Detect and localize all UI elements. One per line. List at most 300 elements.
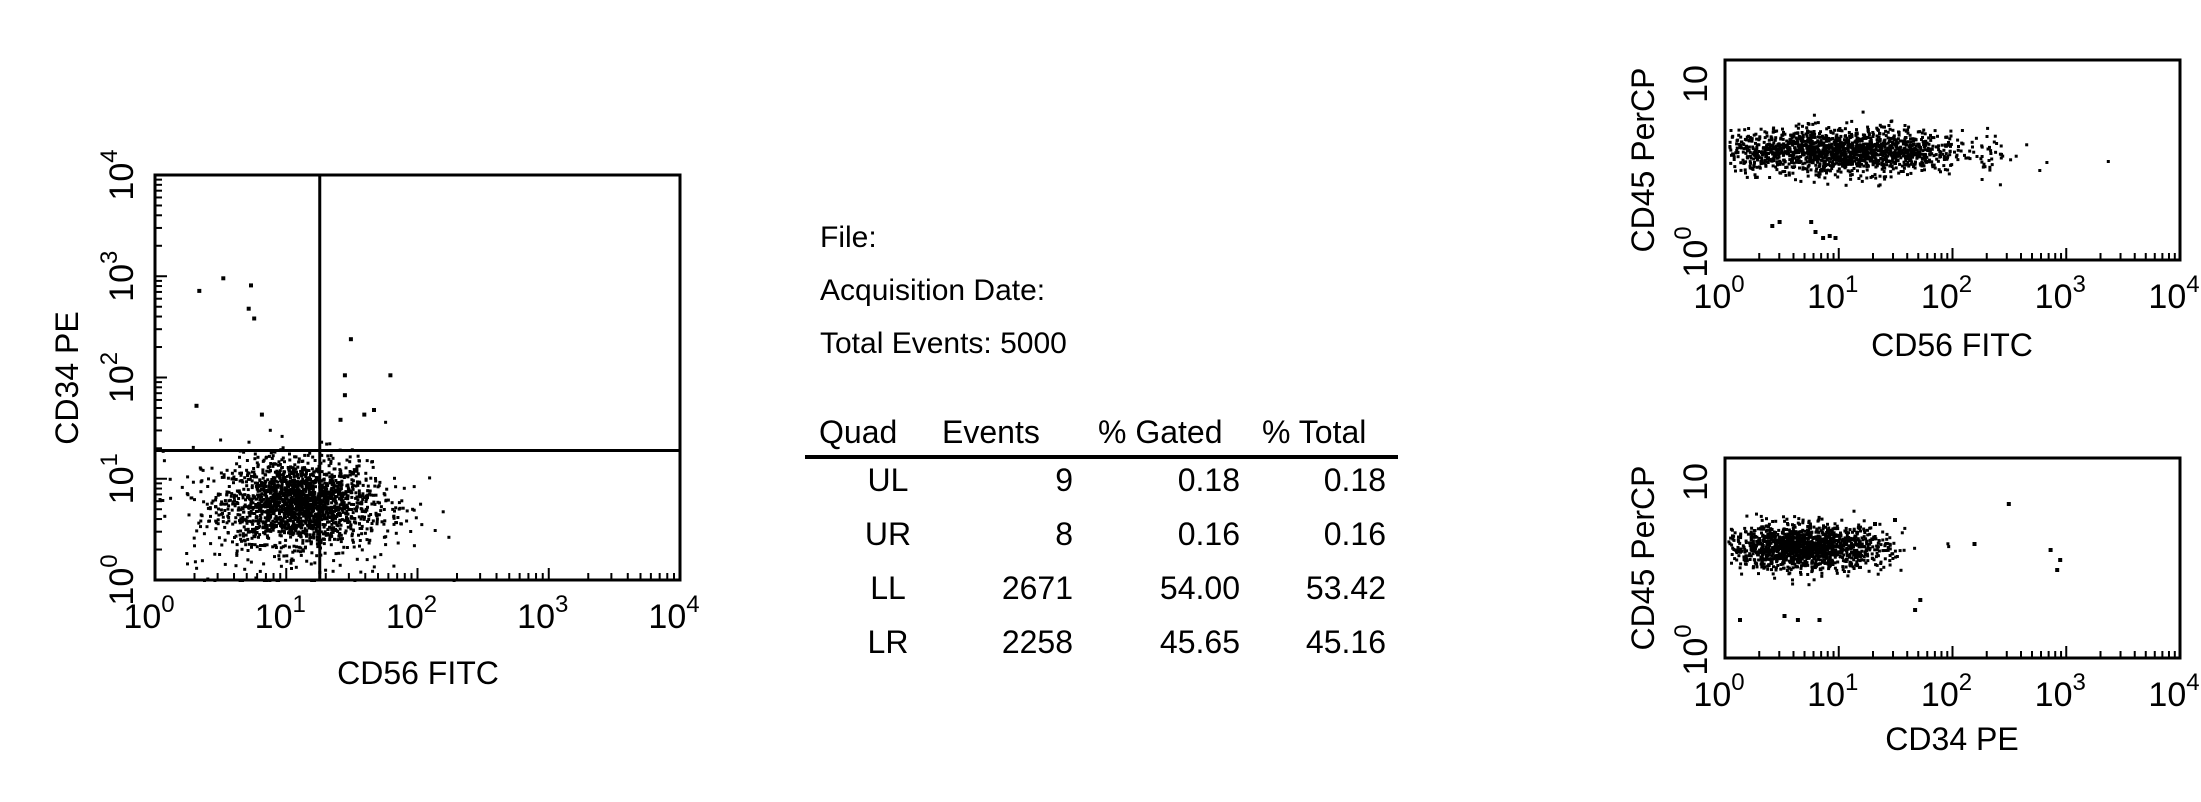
event-dot	[298, 457, 301, 460]
event-dot	[1941, 144, 1944, 147]
event-dot	[231, 503, 234, 506]
event-dot	[275, 520, 278, 523]
event-dot	[365, 478, 368, 481]
event-dot	[1797, 156, 1800, 159]
event-dot	[285, 560, 288, 563]
event-dot	[1787, 142, 1790, 145]
event-dot	[1900, 170, 1903, 173]
event-dot	[201, 559, 204, 562]
event-dot	[341, 551, 344, 554]
event-dot	[224, 499, 227, 502]
event-dot	[264, 532, 267, 535]
event-dot	[1898, 134, 1901, 137]
event-dot	[1822, 524, 1825, 527]
event-dot	[218, 553, 221, 556]
event-dot	[194, 560, 197, 563]
event-dot	[339, 481, 342, 484]
event-dot	[394, 506, 397, 509]
event-dot	[1831, 137, 1834, 140]
event-dot	[1918, 143, 1921, 146]
event-dot	[1876, 144, 1879, 147]
event-dot	[1788, 163, 1791, 166]
event-dot	[1874, 166, 1877, 169]
event-dot	[322, 532, 325, 535]
event-dot	[1982, 166, 1985, 169]
event-dot	[288, 459, 291, 462]
event-dot	[300, 554, 303, 557]
event-dot	[1887, 124, 1890, 127]
row-total: 0.16	[1323, 516, 1386, 552]
event-dot	[1734, 170, 1737, 173]
event-dot	[1944, 168, 1947, 171]
event-dot	[269, 469, 272, 472]
event-dot	[1750, 532, 1753, 535]
event-dot	[342, 505, 345, 508]
event-dot	[1896, 155, 1899, 158]
event-dot	[329, 479, 332, 482]
event-dot	[358, 523, 361, 526]
event-dot	[1882, 166, 1885, 169]
event-dot	[1740, 140, 1743, 143]
event-dot	[304, 480, 307, 483]
event-dot	[296, 466, 299, 469]
event-dot	[1871, 557, 1874, 560]
event-dot	[264, 480, 267, 483]
event-dot	[1960, 142, 1963, 145]
event-dot	[1795, 160, 1798, 163]
event-dot	[1742, 162, 1745, 165]
event-dot	[169, 478, 172, 481]
event-dot	[186, 562, 189, 565]
event-dot	[1740, 169, 1743, 172]
event-dot	[1795, 151, 1798, 154]
event-dot	[1929, 139, 1932, 142]
event-dot	[230, 495, 233, 498]
event-dot	[1772, 164, 1775, 167]
event-dot	[359, 539, 362, 542]
event-dot	[367, 518, 370, 521]
event-dot	[1743, 147, 1746, 150]
event-dot	[371, 529, 374, 532]
event-dot	[227, 508, 230, 511]
event-dot	[1740, 573, 1743, 576]
event-dot	[332, 570, 335, 573]
event-dot	[330, 533, 333, 536]
event-dot	[302, 507, 305, 510]
event-dot	[1924, 159, 1927, 162]
event-dot	[1957, 145, 1960, 148]
event-dot	[1806, 130, 1809, 133]
event-dot	[203, 532, 206, 535]
event-dot	[300, 531, 303, 534]
event-dot	[1914, 153, 1917, 156]
event-dot	[1756, 166, 1759, 169]
event-dot	[1887, 131, 1890, 134]
event-dot	[261, 526, 264, 529]
event-dot	[1957, 149, 1960, 152]
event-dot	[1845, 121, 1848, 124]
event-dot	[305, 472, 308, 475]
event-dot	[197, 522, 200, 525]
y-tick-label: $10^2$	[96, 351, 141, 404]
event-dot	[1766, 148, 1769, 151]
event-dot	[341, 508, 344, 511]
event-dot	[1866, 169, 1869, 172]
event-dot	[1788, 572, 1791, 575]
event-dot	[334, 485, 337, 488]
event-dot	[297, 485, 300, 488]
event-dot	[409, 530, 412, 533]
event-dot	[1994, 135, 1997, 138]
event-dot	[1801, 162, 1804, 165]
header-events: Events	[942, 414, 1040, 450]
event-dot	[1784, 150, 1787, 153]
event-dot	[265, 495, 268, 498]
event-dot	[243, 476, 246, 479]
event-dot	[350, 482, 353, 485]
event-dot	[1883, 178, 1886, 181]
event-dot	[212, 480, 215, 483]
event-dot	[228, 512, 231, 515]
event-dot	[341, 518, 344, 521]
event-dot	[1835, 146, 1838, 149]
event-dot	[308, 488, 311, 491]
event-dot	[1745, 515, 1748, 518]
event-dot	[1851, 173, 1854, 176]
event-dot	[1887, 136, 1890, 139]
event-dot	[251, 523, 254, 526]
event-dot	[1831, 148, 1834, 151]
event-dot	[1862, 111, 1865, 114]
event-dot	[231, 472, 234, 475]
x-tick-label: $10^2$	[385, 591, 438, 636]
event-dot	[1882, 133, 1885, 136]
event-dot	[1986, 135, 1989, 138]
event-dot	[269, 429, 272, 432]
event-dot	[333, 538, 336, 541]
event-dot	[1853, 150, 1856, 153]
event-dot	[293, 455, 296, 458]
event-dot	[1871, 545, 1874, 548]
event-dot	[299, 535, 302, 538]
outlier-dot	[1834, 236, 1838, 240]
event-points	[1727, 502, 2062, 622]
y-tick-label: $10^3$	[96, 250, 141, 302]
event-dot	[1771, 153, 1774, 156]
outlier-dot	[362, 413, 366, 417]
event-dot	[238, 456, 241, 459]
event-dot	[1888, 536, 1891, 539]
event-dot	[300, 521, 303, 524]
event-dot	[1821, 135, 1824, 138]
event-dot	[1852, 565, 1855, 568]
event-dot	[1865, 162, 1868, 165]
event-dot	[1817, 174, 1820, 177]
event-dot	[279, 469, 282, 472]
event-dot	[1748, 139, 1751, 142]
event-dot	[281, 466, 284, 469]
event-dot	[349, 524, 352, 527]
tick-exponent: 1	[1844, 271, 1859, 298]
event-dot	[273, 490, 276, 493]
event-dot	[214, 520, 217, 523]
event-dot	[345, 466, 348, 469]
event-dot	[1888, 559, 1891, 562]
event-dot	[1853, 156, 1856, 159]
event-dot	[1733, 158, 1736, 161]
event-dot	[238, 465, 241, 468]
event-dot	[1803, 144, 1806, 147]
event-dot	[1891, 155, 1894, 158]
event-dot	[255, 515, 258, 518]
tick-exponent: 0	[161, 591, 175, 618]
event-dot	[364, 472, 367, 475]
event-dot	[291, 491, 294, 494]
event-dot	[293, 476, 296, 479]
event-dot	[1869, 526, 1872, 529]
event-dot	[163, 515, 166, 518]
event-dot	[1746, 146, 1749, 149]
event-dot	[428, 476, 431, 479]
event-dot	[1990, 158, 1993, 161]
event-dot	[210, 502, 213, 505]
event-dot	[300, 484, 303, 487]
event-dot	[284, 516, 287, 519]
event-dot	[1961, 129, 1964, 132]
event-dot	[1837, 144, 1840, 147]
event-dot	[1828, 140, 1831, 143]
event-dot	[1829, 164, 1832, 167]
event-dot	[251, 497, 254, 500]
event-dot	[186, 492, 189, 495]
event-dot	[169, 497, 172, 500]
axis-ticks	[1670, 60, 2200, 316]
event-dot	[195, 567, 198, 570]
event-dot	[314, 485, 317, 488]
event-dot	[1772, 128, 1775, 131]
event-dot	[272, 529, 275, 532]
event-dot	[1836, 156, 1839, 159]
event-dot	[326, 491, 329, 494]
event-dot	[1739, 144, 1742, 147]
event-dot	[1768, 176, 1771, 179]
event-dot	[1993, 141, 1996, 144]
event-dot	[305, 560, 308, 563]
event-dot	[1814, 164, 1817, 167]
event-dot	[368, 539, 371, 542]
event-dot	[202, 500, 205, 503]
event-dot	[246, 538, 249, 541]
event-dot	[296, 475, 299, 478]
event-dot	[1730, 562, 1733, 565]
event-dot	[1770, 135, 1773, 138]
event-dot	[378, 484, 381, 487]
event-dot	[1947, 143, 1950, 146]
event-dot	[279, 531, 282, 534]
event-dot	[279, 498, 282, 501]
event-dot	[269, 514, 272, 517]
x-tick-label: $10^3$	[517, 591, 569, 636]
event-dot	[1971, 141, 1974, 144]
event-dot	[1844, 165, 1847, 168]
y-tick-label: 10	[1677, 65, 1715, 103]
event-dot	[1806, 564, 1809, 567]
event-dot	[2025, 143, 2028, 146]
event-dot	[270, 500, 273, 503]
event-dot	[368, 542, 371, 545]
event-dot	[311, 510, 314, 513]
event-dot	[356, 558, 359, 561]
event-dot	[1846, 161, 1849, 164]
event-dot	[1963, 154, 1966, 157]
event-dot	[1909, 134, 1912, 137]
event-dot	[1863, 134, 1866, 137]
event-dot	[200, 480, 203, 483]
event-dot	[251, 543, 254, 546]
event-dot	[1826, 183, 1829, 186]
event-dot	[385, 488, 388, 491]
event-dot	[360, 507, 363, 510]
event-dot	[1774, 136, 1777, 139]
event-dot	[1898, 163, 1901, 166]
event-dot	[2009, 158, 2012, 161]
event-dot	[355, 507, 358, 510]
event-dot	[1811, 123, 1814, 126]
event-dot	[1945, 136, 1948, 139]
event-dot	[236, 530, 239, 533]
event-dot	[248, 543, 251, 546]
event-points	[1728, 111, 2109, 240]
event-dot	[305, 539, 308, 542]
event-dot	[1892, 542, 1895, 545]
event-dot	[278, 558, 281, 561]
event-dot	[283, 470, 286, 473]
event-dot	[384, 421, 387, 424]
event-dot	[1731, 553, 1734, 556]
event-dot	[265, 457, 268, 460]
event-dot	[240, 474, 243, 477]
event-dot	[1810, 147, 1813, 150]
event-dot	[1981, 155, 1984, 158]
event-dot	[304, 522, 307, 525]
event-dot	[305, 508, 308, 511]
event-dot	[1885, 163, 1888, 166]
event-dot	[313, 504, 316, 507]
event-dot	[1814, 136, 1817, 139]
event-dot	[1878, 523, 1881, 526]
event-dot	[355, 474, 358, 477]
event-dot	[1729, 146, 1732, 149]
event-dot	[400, 523, 403, 526]
event-dot	[353, 579, 356, 582]
event-dot	[307, 462, 310, 465]
event-dot	[1736, 139, 1739, 142]
row-total: 45.16	[1305, 624, 1386, 660]
event-dot	[1877, 554, 1880, 557]
y-axis-label: CD45 PerCP	[1625, 67, 1661, 253]
event-dot	[302, 501, 305, 504]
event-dot	[1903, 129, 1906, 132]
event-dot	[342, 546, 345, 549]
event-dot	[226, 469, 229, 472]
event-dot	[1780, 134, 1783, 137]
event-dot	[1847, 169, 1850, 172]
event-dot	[1911, 149, 1914, 152]
row-quad: UR	[864, 516, 912, 552]
event-dot	[1775, 566, 1778, 569]
event-dot	[1848, 134, 1851, 137]
event-dot	[386, 530, 389, 533]
event-dot	[288, 473, 291, 476]
event-dot	[267, 537, 270, 540]
tick-exponent: 2	[96, 351, 123, 366]
event-dot	[281, 435, 284, 438]
event-dot	[332, 521, 335, 524]
event-dot	[255, 510, 258, 513]
event-dot	[260, 500, 263, 503]
x-tick-label: $10^3$	[2034, 271, 2086, 316]
outlier-dot	[339, 418, 343, 422]
event-dot	[242, 488, 245, 491]
event-dot	[365, 495, 368, 498]
event-dot	[1796, 139, 1799, 142]
event-dot	[310, 563, 313, 566]
event-dot	[234, 469, 237, 472]
event-dot	[1793, 555, 1796, 558]
event-dot	[233, 536, 236, 539]
event-dot	[213, 579, 216, 582]
event-dot	[218, 536, 221, 539]
event-dot	[1875, 160, 1878, 163]
event-dot	[290, 567, 293, 570]
event-dot	[314, 523, 317, 526]
event-dot	[379, 553, 382, 556]
event-dot	[223, 526, 226, 529]
event-dot	[395, 532, 398, 535]
event-dot	[245, 469, 248, 472]
event-dot	[1765, 131, 1768, 134]
event-dot	[1877, 162, 1880, 165]
event-dot	[265, 501, 268, 504]
event-dot	[227, 504, 230, 507]
event-dot	[288, 453, 291, 456]
event-dot	[1829, 169, 1832, 172]
event-dot	[1834, 173, 1837, 176]
event-dot	[373, 503, 376, 506]
event-dot	[354, 497, 357, 500]
event-dot	[186, 475, 189, 478]
event-dot	[1824, 164, 1827, 167]
event-dot	[1823, 176, 1826, 179]
event-dot	[275, 470, 278, 473]
event-dot	[1809, 157, 1812, 160]
event-dot	[1816, 161, 1819, 164]
event-dot	[264, 473, 267, 476]
event-dot	[244, 543, 247, 546]
event-dot	[1788, 158, 1791, 161]
event-dot	[1922, 140, 1925, 143]
event-dot	[1760, 162, 1763, 165]
event-dot	[1771, 520, 1774, 523]
event-dot	[1891, 557, 1894, 560]
event-dot	[1888, 165, 1891, 168]
event-dot	[1772, 131, 1775, 134]
event-dot	[1826, 159, 1829, 162]
event-dot	[1956, 154, 1959, 157]
event-dot	[378, 481, 381, 484]
event-dot	[1882, 162, 1885, 165]
x-axis-label: CD56 FITC	[1871, 327, 2033, 363]
